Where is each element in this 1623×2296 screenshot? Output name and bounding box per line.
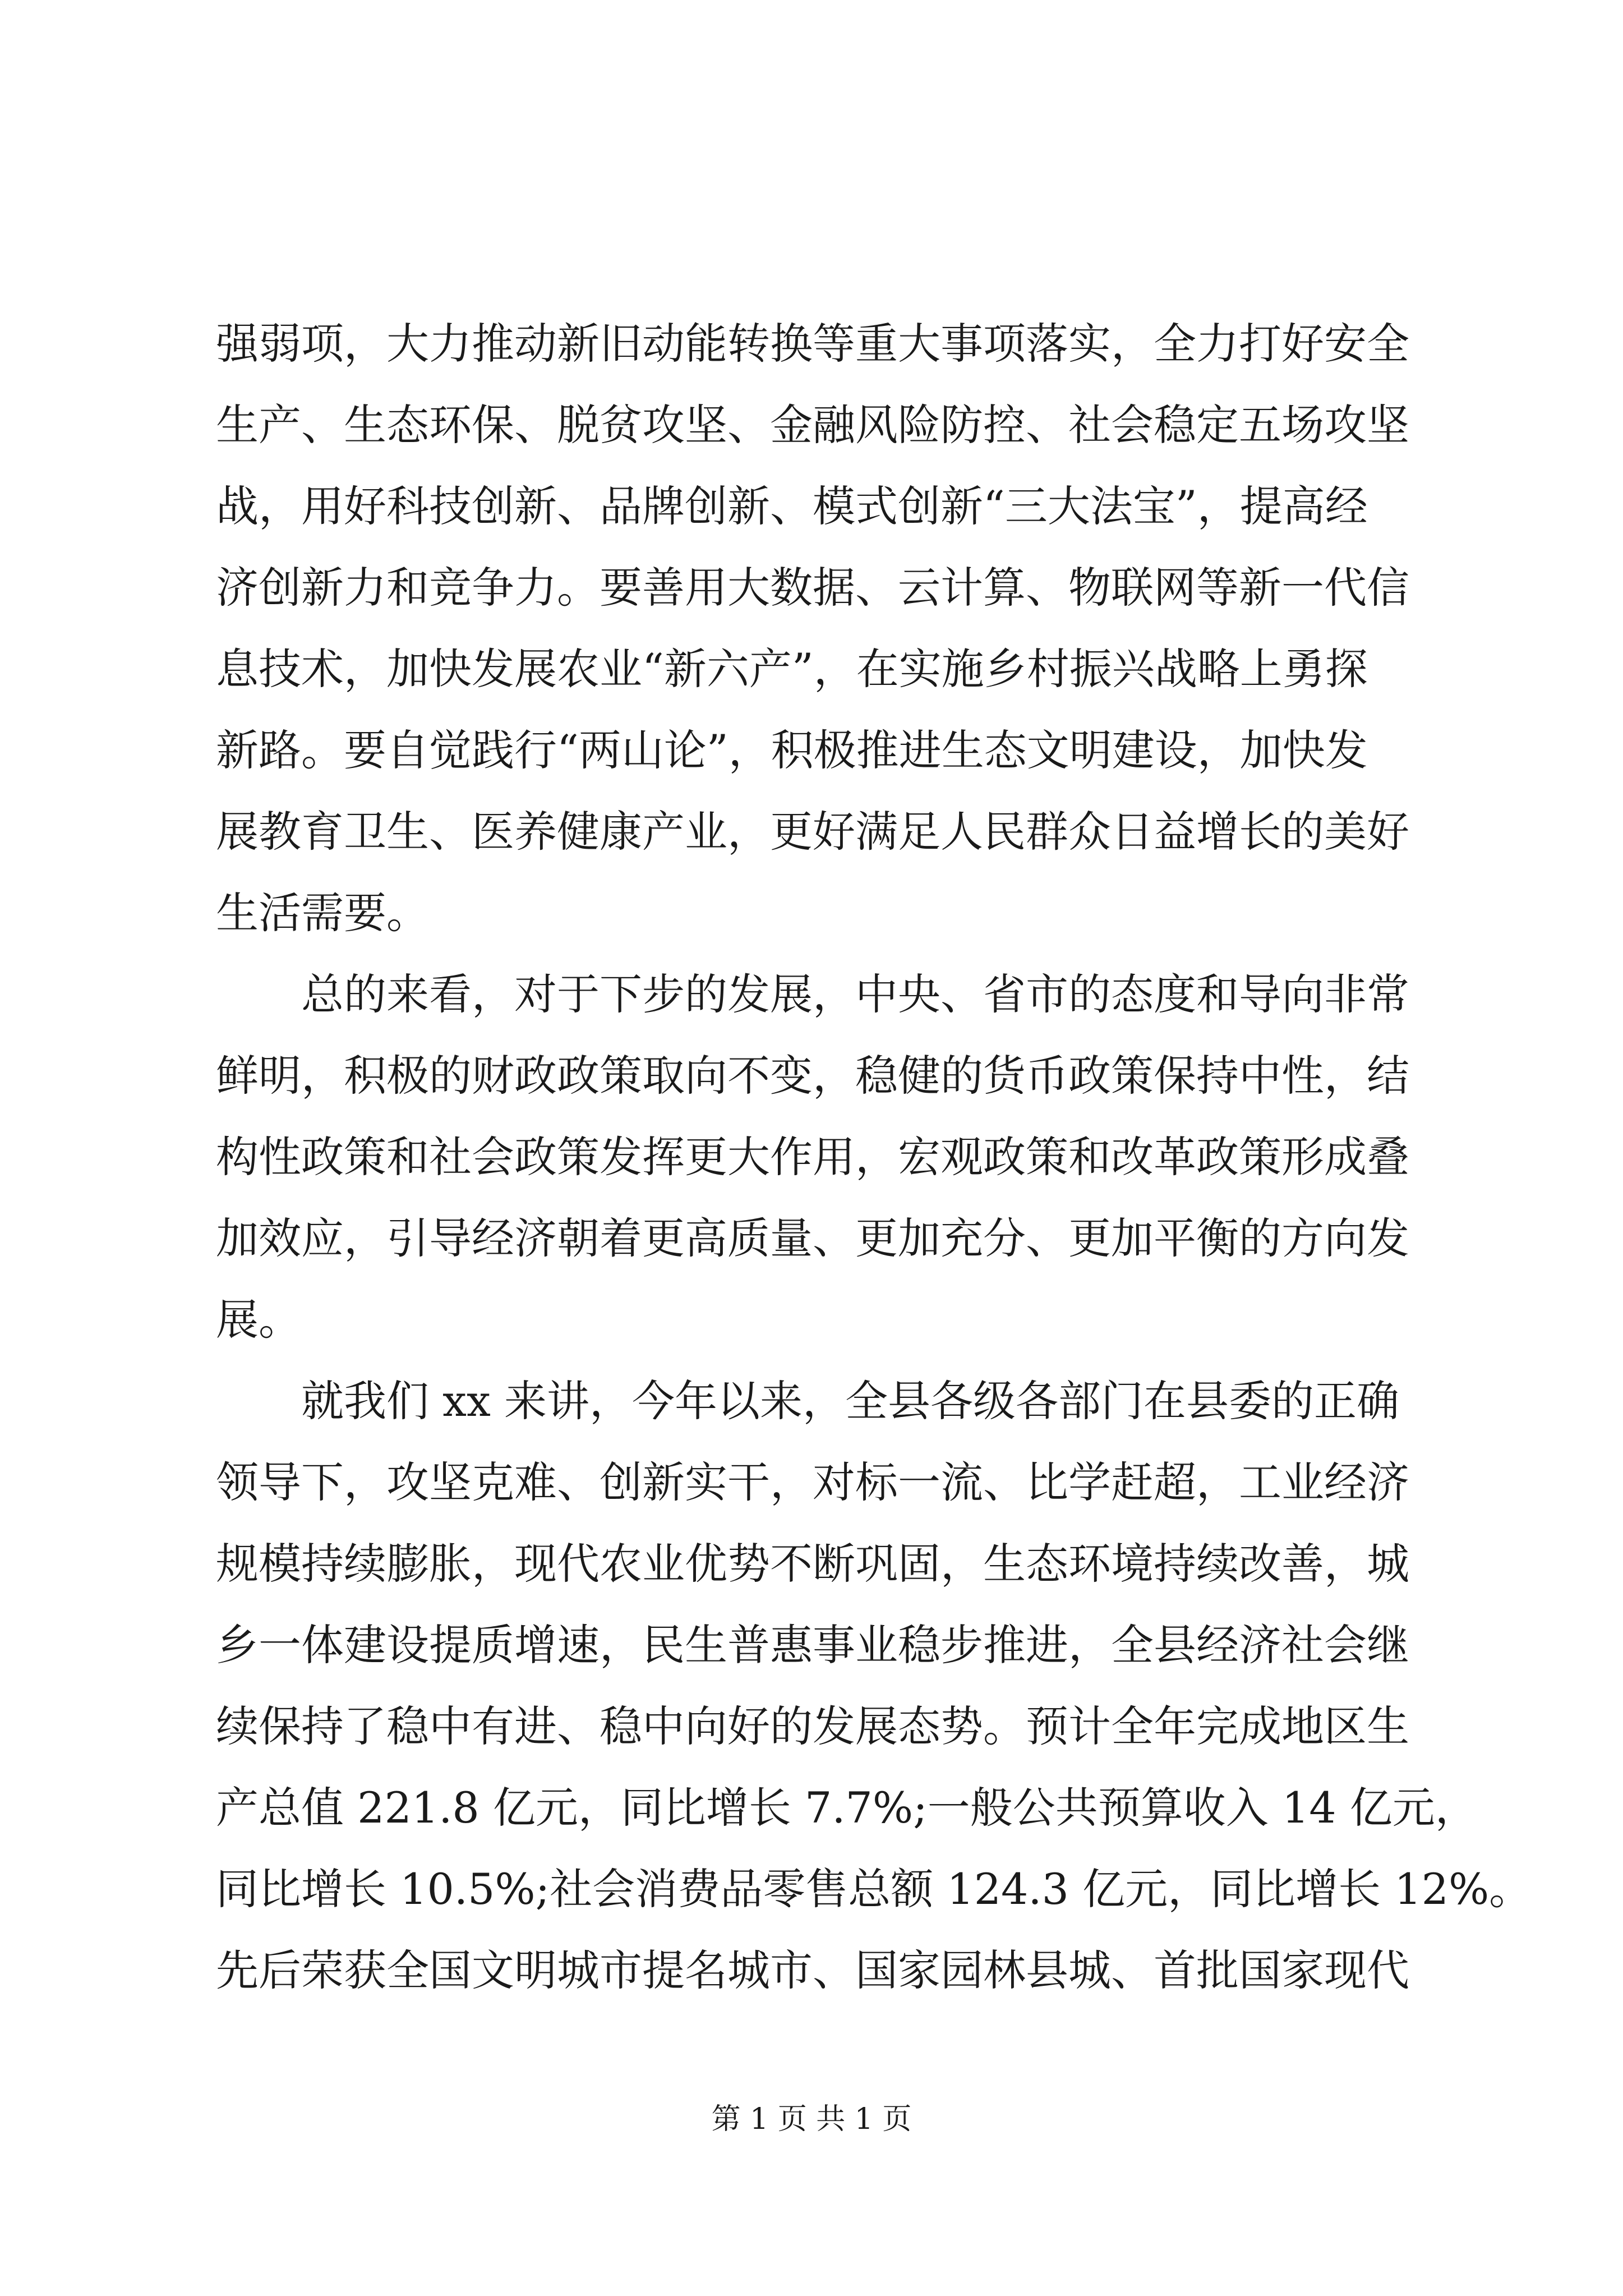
paragraph-line: 乡一体建设提质增速，民生普惠事业稳步推进，全县经济社会继 bbox=[216, 1620, 1409, 1670]
paragraph-line: 生活需要。 bbox=[216, 888, 429, 938]
paragraph-line: 强弱项，大力推动新旧动能转换等重大事项落实，全力打好安全 bbox=[216, 319, 1409, 369]
paragraph-line: 生产、生态环保、脱贫攻坚、金融风险防控、社会稳定五场攻坚 bbox=[216, 400, 1409, 450]
page-footer: 第 1 页 共 1 页 bbox=[711, 2102, 912, 2136]
paragraph-line: 新路。要自觉践行“两山论”，积极推进生态文明建设，加快发 bbox=[216, 725, 1368, 775]
paragraph-line: 领导下，攻坚克难、创新实干，对标一流、比学赶超，工业经济 bbox=[216, 1457, 1409, 1507]
paragraph-line: 同比增长 10.5%;社会消费品零售总额 124.3 亿元，同比增长 12%。 bbox=[216, 1864, 1532, 1914]
paragraph-line: 鲜明，积极的财政政策取向不变，稳健的货币政策保持中性，结 bbox=[216, 1051, 1409, 1101]
paragraph-line: 先后荣获全国文明城市提名城市、国家园林县城、首批国家现代 bbox=[216, 1945, 1409, 1995]
paragraph-line: 加效应，引导经济朝着更高质量、更加充分、更加平衡的方向发 bbox=[216, 1213, 1409, 1263]
paragraph-line: 续保持了稳中有进、稳中向好的发展态势。预计全年完成地区生 bbox=[216, 1701, 1409, 1751]
paragraph-line: 济创新力和竞争力。要善用大数据、云计算、物联网等新一代信 bbox=[216, 563, 1409, 613]
paragraph-line: 规模持续膨胀，现代农业优势不断巩固，生态环境持续改善，城 bbox=[216, 1539, 1409, 1589]
paragraph-line: 产总值 221.8 亿元，同比增长 7.7%;一般公共预算收入 14 亿元， bbox=[216, 1783, 1478, 1833]
paragraph-line: 息技术，加快发展农业“新六产”，在实施乡村振兴战略上勇探 bbox=[216, 644, 1368, 694]
paragraph-line: 总的来看，对于下步的发展，中央、省市的态度和导向非常 bbox=[301, 969, 1409, 1019]
paragraph-line: 展。 bbox=[216, 1295, 301, 1345]
paragraph-line: 构性政策和社会政策发挥更大作用，宏观政策和改革政策形成叠 bbox=[216, 1132, 1409, 1182]
paragraph-line: 就我们 xx 来讲，今年以来，全县各级各部门在县委的正确 bbox=[301, 1376, 1400, 1426]
document-body bbox=[216, 303, 1532, 2011]
paragraph-line: 展教育卫生、医养健康产业，更好满足人民群众日益增长的美好 bbox=[216, 807, 1409, 857]
paragraph-line: 战，用好科技创新、品牌创新、模式创新“三大法宝”，提高经 bbox=[216, 481, 1368, 531]
